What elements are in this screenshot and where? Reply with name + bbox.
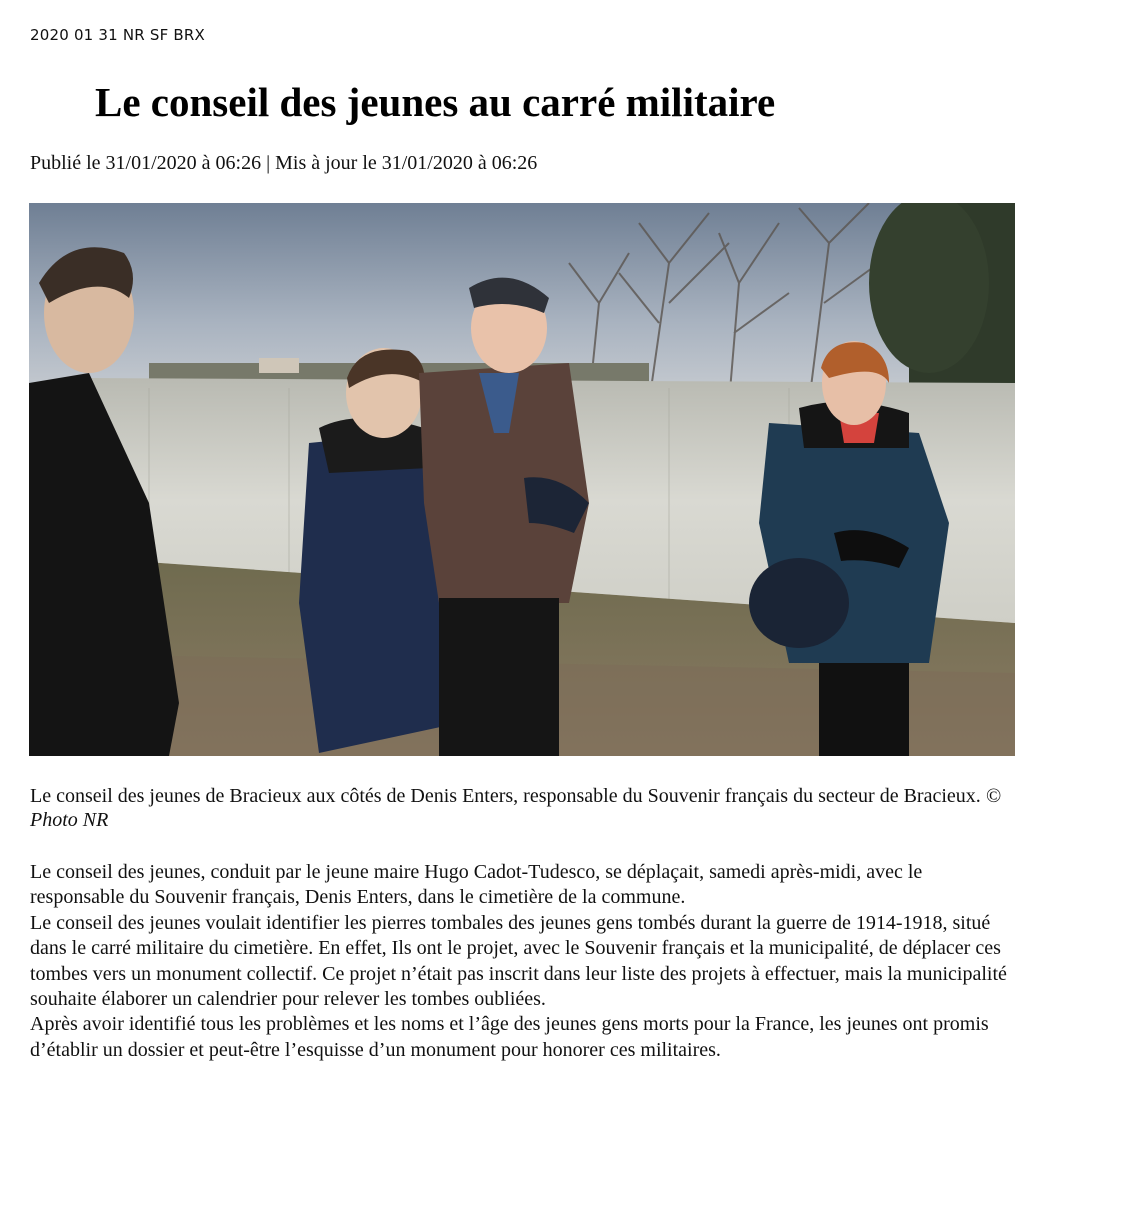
publication-date: Publié le 31/01/2020 à 06:26 | Mis à jour le 31/01/2020 à 06:26 (30, 152, 538, 174)
article-body (30, 860, 1015, 1063)
article-paragraph-3: Après avoir identifié tous les problèmes et les noms et l’âge des jeunes gens morts pour la France, les jeunes ont promis d’établir un dossier et peut-être l’esquisse d’un monument pour honorer ces militaires. (30, 1013, 989, 1061)
article-title: Le conseil des jeunes au carré militaire (95, 79, 776, 125)
caption-text: Le conseil des jeunes de Bracieux aux côtés de Denis Enters, responsable du Souvenir français du secteur de Bracieux. (30, 785, 986, 807)
document-reference: 2020 01 31 NR SF BRX (30, 26, 205, 44)
article-paragraph-2: Le conseil des jeunes voulait identifier les pierres tombales des jeunes gens tombés durant la guerre de 1914-1918, situé dans le carré militaire du cimetière. En effet, Ils ont le projet, avec le Souvenir français et la municipalité, de déplacer ces tombes vers un monument collectif. Ce projet n’était pas inscrit dans leur liste des projets à effectuer, mais la municipalité souhaite élaborer un calendrier pour relever les tombes oubliées. (30, 911, 1007, 1011)
article-paragraph-1: Le conseil des jeunes, conduit par le jeune maire Hugo Cadot-Tudesco, se déplaçait, samedi après-midi, avec le responsable du Souvenir français, Denis Enters, dans le cimetière de la commune. (30, 861, 923, 909)
photo-credit: © Photo NR (30, 785, 1001, 831)
article-photo (29, 203, 1015, 756)
photo-caption (30, 784, 1010, 832)
